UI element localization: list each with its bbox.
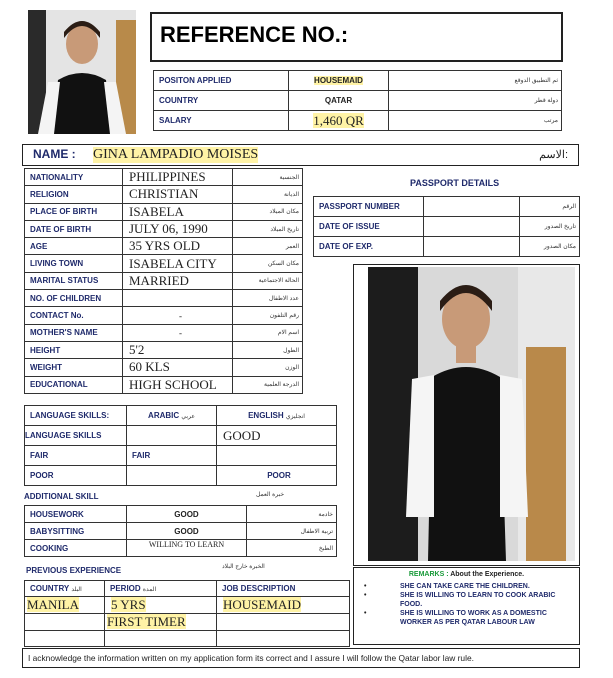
personal-row [25, 169, 303, 186]
english-level: GOOD [217, 426, 337, 446]
poor-label: POOR [25, 466, 127, 486]
remarks-list [364, 582, 569, 627]
personal-value: 35 YRS OLD [123, 238, 233, 255]
arabic-header-ar: عربي [181, 414, 195, 420]
babysitting-value: GOOD [127, 523, 247, 540]
personal-ar: الطول [233, 341, 303, 358]
personal-value: HIGH SCHOOL [123, 376, 233, 393]
personal-row [25, 238, 303, 255]
personal-row [25, 341, 303, 358]
language-row-label: LANGUAGE SKILLS [25, 426, 127, 446]
reference-box [150, 12, 563, 62]
personal-row [25, 324, 303, 341]
name-bar [22, 144, 579, 166]
country-label: COUNTRY [154, 91, 289, 111]
salary-ar: مرتب [389, 111, 562, 131]
personal-ar: الوزن [233, 359, 303, 376]
housework-label: HOUSEWORK [25, 506, 127, 523]
personal-label: HEIGHT [25, 341, 123, 358]
exp-country: MANILA [27, 597, 79, 612]
passport-number-ar: الرقم [520, 197, 580, 217]
fair-label: FAIR [25, 446, 127, 466]
col-country-label: COUNTRY [30, 584, 70, 593]
passport-number-label: PASSPORT NUMBER [314, 197, 424, 217]
personal-label: NO. OF CHILDREN [25, 290, 123, 307]
personal-ar: اسم الام [233, 324, 303, 341]
personal-value: ISABELA [123, 203, 233, 220]
remark-item: • SHE IS WILLING TO WORK AS A DOMESTIC WORKER AS PER QATAR LABOUR LAW [364, 610, 547, 626]
cooking-ar: الطبخ [247, 540, 337, 557]
reference-label: REFERENCE NO.: [160, 22, 349, 47]
exp-date-label: DATE OF EXP. [314, 237, 424, 257]
name-label: NAME : [33, 147, 76, 161]
personal-row [25, 376, 303, 393]
personal-details-table [24, 168, 303, 394]
personal-ar: مكان السكن [233, 255, 303, 272]
personal-row [25, 220, 303, 237]
personal-ar: عدد الاطفال [233, 290, 303, 307]
personal-ar: الدرجة العلمية [233, 376, 303, 393]
position-value: HOUSEMAID [314, 76, 363, 85]
country-ar: دولة قطر [389, 91, 562, 111]
housework-ar: خادمة [247, 506, 337, 523]
col-job-label: JOB DESCRIPTION [217, 581, 350, 597]
exp-period-2: FIRST TIMER [107, 614, 186, 629]
col-country-ar: البلد [71, 587, 82, 593]
personal-ar: رقم التلفون [233, 307, 303, 324]
personal-row [25, 203, 303, 220]
english-header: ENGLISH [248, 411, 284, 420]
personal-label: AGE [25, 238, 123, 255]
name-value: GINA LAMPADIO MOISES [93, 147, 259, 162]
personal-ar: مكان الميلاد [233, 203, 303, 220]
language-skills-table [24, 405, 337, 486]
personal-label: WEIGHT [25, 359, 123, 376]
personal-label: CONTACT No. [25, 307, 123, 324]
position-ar: ثم التطبيق الدوقع [389, 71, 562, 91]
passport-table [313, 196, 580, 257]
personal-value: PHILIPPINES [123, 169, 233, 186]
personal-label: EDUCATIONAL [25, 376, 123, 393]
personal-label: NATIONALITY [25, 169, 123, 186]
position-label: POSITON APPLIED [154, 71, 289, 91]
additional-skill-table [24, 505, 337, 557]
babysitting-label: BABYSITTING [25, 523, 127, 540]
personal-label: DATE OF BIRTH [25, 220, 123, 237]
acknowledgement-box [22, 648, 580, 668]
passport-title: PASSPORT DETAILS [410, 178, 500, 188]
personal-row [25, 359, 303, 376]
cooking-label: COOKING [25, 540, 127, 557]
position-table [153, 70, 562, 131]
additional-skill-title: ADDITIONAL SKILL [24, 492, 99, 501]
remarks-title: REMARKS : [408, 571, 449, 578]
personal-value: ISABELA CITY [123, 255, 233, 272]
experience-title: PREVIOUS EXPERIENCE [26, 566, 122, 575]
exp-date-ar: مكان الصدور [520, 237, 580, 257]
english-header-ar: انجليزي [285, 414, 305, 420]
issue-date-ar: تاريخ الصدور [520, 217, 580, 237]
name-ar: الاسم: [539, 149, 568, 161]
additional-skill-title-ar: خبرة العمل [256, 492, 285, 498]
remark-item: • SHE CAN TAKE CARE THE CHILDREN. [364, 583, 530, 590]
salary-value: 1,460 QR [313, 112, 364, 128]
personal-value: CHRISTIAN [123, 186, 233, 203]
personal-label: PLACE OF BIRTH [25, 203, 123, 220]
personal-value: 60 KLS [123, 359, 233, 376]
experience-table [24, 580, 350, 647]
acknowledgement-text: I acknowledge the information written on my application form its correct and I assure I will follow the Qatar labor law rule. [28, 653, 474, 663]
personal-value: JULY 06, 1990 [123, 220, 233, 237]
country-value: QATAR [289, 91, 389, 111]
housework-value: GOOD [127, 506, 247, 523]
personal-value: - [123, 307, 233, 324]
personal-value: 5'2 [123, 341, 233, 358]
personal-value [123, 290, 233, 307]
exp-job: HOUSEMAID [223, 597, 301, 612]
col-period-label: PERIOD [110, 584, 141, 593]
remark-item: • SHE IS WILLING TO LEARN TO COOK ARABIC FOOD. [364, 592, 556, 608]
personal-label: RELIGION [25, 186, 123, 203]
personal-row [25, 272, 303, 289]
cooking-value: WILLING TO LEARN [127, 540, 247, 557]
personal-row [25, 307, 303, 324]
remarks-subtitle: About the Experience. [450, 571, 525, 578]
personal-label: MOTHER'S NAME [25, 324, 123, 341]
col-period-ar: المدة [142, 587, 157, 593]
arabic-header: ARABIC [148, 411, 180, 420]
applicant-photo-small [28, 10, 136, 134]
applicant-photo-large-frame [353, 264, 580, 566]
personal-ar: الجنسية [233, 169, 303, 186]
passport-number-value [424, 197, 520, 217]
remarks-box [353, 567, 580, 645]
personal-label: LIVING TOWN [25, 255, 123, 272]
personal-label: MARITAL STATUS [25, 272, 123, 289]
personal-value: MARRIED [123, 272, 233, 289]
issue-date-label: DATE OF ISSUE [314, 217, 424, 237]
salary-label: SALARY [154, 111, 289, 131]
language-header-label: LANGUAGE SKILLS: [25, 406, 127, 426]
poor-english: POOR [217, 466, 337, 486]
personal-row [25, 255, 303, 272]
personal-row [25, 186, 303, 203]
personal-value: - [123, 324, 233, 341]
personal-ar: الديانة [233, 186, 303, 203]
applicant-photo-large [368, 267, 575, 561]
fair-arabic: FAIR [127, 446, 217, 466]
experience-title-ar: الخبرة خارج البلاد [222, 564, 265, 570]
personal-row [25, 290, 303, 307]
personal-ar: الحالة الاجتماعية [233, 272, 303, 289]
personal-ar: تاريخ الميلاد [233, 220, 303, 237]
exp-period: 5 YRS [111, 597, 146, 612]
exp-date-value [424, 237, 520, 257]
babysitting-ar: تربية الاطفال [247, 523, 337, 540]
personal-ar: العمر [233, 238, 303, 255]
issue-date-value [424, 217, 520, 237]
